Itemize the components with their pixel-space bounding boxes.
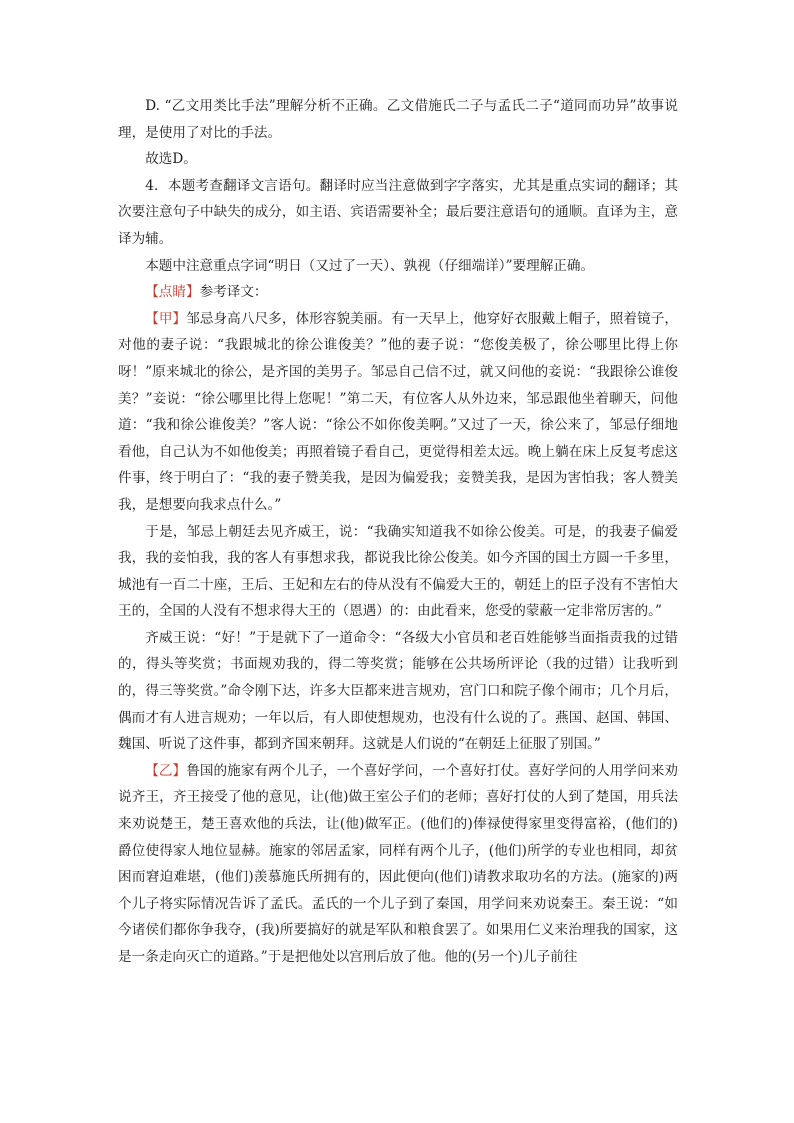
- paragraph-key-words: [118, 253, 678, 280]
- paragraph-answer: [118, 146, 678, 173]
- paragraph-question-4: [118, 173, 678, 253]
- section-tag: 【点睛】: [145, 284, 200, 301]
- section-tag: 【甲】: [145, 310, 187, 327]
- section-tag: 【乙】: [145, 762, 187, 779]
- paragraph-dianjing: [118, 279, 678, 306]
- paragraph-text: 故选D。: [145, 151, 197, 168]
- paragraph-yi: [118, 758, 678, 971]
- paragraph-text: 本题中注意重点字词“明日（又过了一天）、孰视（仔细端详）”要理解正确。: [145, 257, 595, 274]
- document-page: [118, 93, 678, 971]
- paragraph-text: 参考译文：: [199, 284, 268, 301]
- paragraph-text: 邹忌身高八尺多，体形容貌美丽。有一天早上，他穿好衣服戴上帽子，照着镜子，对他的妻子说：“我跟城北的徐公谁俊美？”他的妻子说：“您俊美极了，徐公哪里比得上你呀！”原来城北的徐公，是齐国的美男子。邹忌自己信不过，就又问他的妾说：“我跟徐公谁俊美？”妾说：“徐公哪里比得上您呢！”第二天，有位客人从外边来，邹忌跟他坐着聊天，问他道：“我和徐公谁俊美？”客人说：“徐公不如你俊美啊。”又过了一天，徐公来了，邹忌仔细地看他，自己认为不如他俊美；再照着镜子看自己，更觉得相差太远。晚上躺在床上反复考虑这件事，终于明白了：“我的妻子赞美我，是因为偏爱我；妾赞美我，是因为害怕我；客人赞美我，是想要向我求点什么。”: [118, 310, 679, 513]
- paragraph-text: 4．本题考查翻译文言语句。翻译时应当注意做到字字落实，尤其是重点实词的翻译；其次要注意句子中缺失的成分，如主语、宾语需要补全；最后要注意语句的通顺。直译为主，意译为辅。: [118, 177, 678, 247]
- paragraph-text: 鲁国的施家有两个儿子，一个喜好学问，一个喜好打仗。喜好学问的人用学问来劝说齐王，齐王接受了他的意见，让(他)做王室公子们的老师；喜好打仗的人到了楚国，用兵法来劝说楚王，楚王喜欢他的兵法，让(他)做军正。(他们的)俸禄使得家里变得富裕，(他们的)爵位使得家人地位显赫。施家的邻居孟家，同样有两个儿子，(他们)所学的专业也相同，却贫困而窘迫难堪，(他们)羡慕施氏所拥有的，因此便向(他们)请教求取功名的方法。(施家的)两个儿子将实际情况告诉了孟氏。孟氏的一个儿子到了秦国，用学问来劝说秦王。秦王说：“如今诸侯们都你争我夺，(我)所要搞好的就是军队和粮食罢了。如果用仁义来治理我的国家，这是一条走向灭亡的道路。”于是把他处以宫刑后放了他。他的(另一个)儿子前往: [118, 762, 679, 965]
- paragraph-text: 齐威王说：“好！”于是就下了一道命令：“各级大小官员和老百姓能够当面指责我的过错的，得头等奖赏；书面规劝我的，得二等奖赏；能够在公共场所评论（我的过错）让我听到的，得三等奖赏。”命令刚下达，许多大臣都来进言规劝，宫门口和院子像个闹市；几个月后，偶而才有人进言规劝；一年以后，有人即使想规劝，也没有什么说的了。燕国、赵国、韩国、魏国、听说了这件事，都到齐国来朝拜。这就是人们说的“在朝廷上征服了别国。”: [118, 629, 678, 753]
- paragraph-jia: [118, 306, 678, 519]
- paragraph-decree: [118, 625, 678, 758]
- paragraph-option-d: [118, 93, 678, 146]
- paragraph-text: D. “乙文用类比手法”理解分析不正确。乙文借施氏二子与孟氏二子“道同而功异”故事说理，是使用了对比的手法。: [118, 98, 678, 141]
- paragraph-court: [118, 519, 678, 625]
- paragraph-text: 于是，邹忌上朝廷去见齐威王，说：“我确实知道我不如徐公俊美。可是，的我妻子偏爱我，我的妾怕我，我的客人有事想求我，都说我比徐公俊美。如今齐国的国土方圆一千多里，城池有一百二十座，王后、王妃和左右的侍从没有不偏爱大王的，朝廷上的臣子没有不害怕大王的，全国的人没有不想求得大王的（恩遇）的：由此看来，您受的蒙蔽一定非常厉害的。”: [118, 523, 678, 620]
